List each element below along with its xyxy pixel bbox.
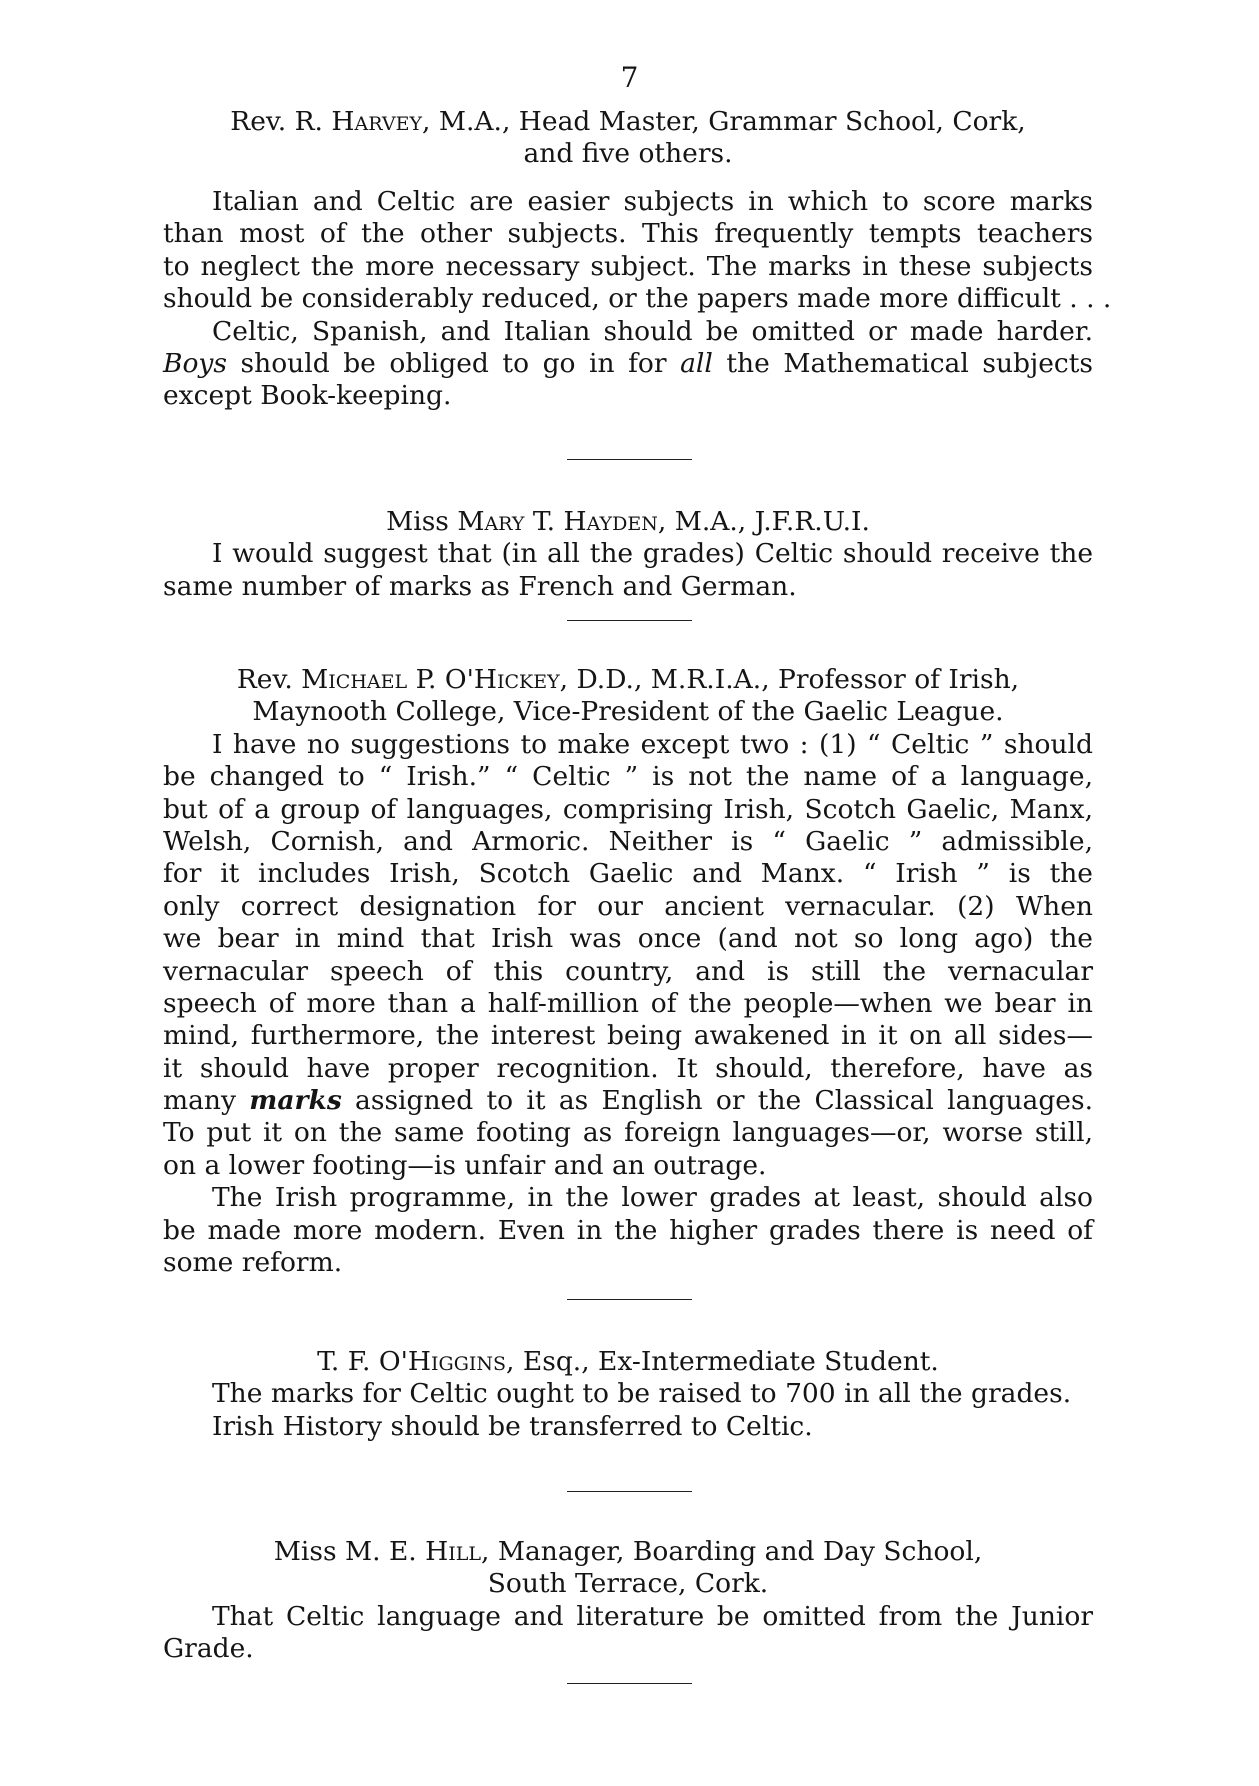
paragraph-line: on a lower footing—is unfair and an outrage. <box>163 1149 767 1181</box>
paragraph-line: Boys should be obliged to go in for all the Mathematical subjects <box>163 347 1093 379</box>
paragraph-line: except Book-keeping. <box>163 380 452 412</box>
paragraph-line: Grade. <box>163 1633 254 1665</box>
section-heading: Rev. Michael P. O'Hickey, D.D., M.R.I.A., Professor of Irish, <box>236 664 1020 695</box>
paragraph-line: vernacular speech of this country, and is still the vernacular <box>163 955 1093 987</box>
section-heading: Miss M. E. Hill, Manager, Boarding and Day School, <box>273 1536 983 1567</box>
paragraph-line: I have no suggestions to make except two : (1) “ Celtic ” should <box>212 728 1093 760</box>
paragraph-line: The marks for Celtic ought to be raised to 700 in all the grades. <box>212 1378 1072 1410</box>
section-heading: Miss Mary T. Hayden, M.A., J.F.R.U.I. <box>386 506 870 537</box>
paragraph-line: only correct designation for our ancient vernacular. (2) When <box>163 890 1093 922</box>
section-ohickey <box>163 664 1093 1279</box>
paragraph-line: some reform. <box>163 1247 343 1279</box>
paragraph-line: than most of the other subjects. This frequently tempts teachers <box>163 218 1093 250</box>
paragraph-line: many marks assigned to it as English or the Classical languages. <box>163 1085 1093 1117</box>
paragraph-line: Italian and Celtic are easier subjects in which to score marks <box>212 186 1093 217</box>
paragraph-line: The Irish programme, in the lower grades at least, should also <box>212 1182 1093 1214</box>
section-divider <box>567 1299 692 1300</box>
paragraph-line: mind, furthermore, the interest being awakened in it on all sides— <box>163 1020 1093 1052</box>
page-number: 7 <box>620 61 639 94</box>
section-heading: T. F. O'Higgins, Esq., Ex-Intermediate Student. <box>317 1346 939 1377</box>
section-heading: South Terrace, Cork. <box>487 1568 769 1600</box>
paragraph-line: speech of more than a half-million of the people—when we bear in <box>163 987 1093 1019</box>
section-heading: and five others. <box>523 138 733 170</box>
paragraph-line: but of a group of languages, comprising Irish, Scotch Gaelic, Manx, <box>163 793 1093 825</box>
section-heading: Rev. R. Harvey, M.A., Head Master, Grammar School, Cork, <box>230 106 1026 137</box>
paragraph-line: it should have proper recognition. It should, therefore, have as <box>163 1052 1093 1084</box>
section-divider <box>567 1683 692 1684</box>
paragraph-line: be changed to “ Irish.” “ Celtic ” is not the name of a language, <box>163 761 1093 793</box>
section-hill <box>163 1536 1093 1666</box>
paragraph-line: I would suggest that (in all the grades) Celtic should receive the <box>212 538 1093 570</box>
paragraph-line: be made more modern. Even in the higher grades there is need of <box>163 1214 1093 1246</box>
paragraph-line: Welsh, Cornish, and Armoric. Neither is “ Gaelic ” admissible, <box>163 825 1093 857</box>
section-ohiggins <box>163 1346 1093 1443</box>
section-heading: Maynooth College, Vice-President of the Gaelic League. <box>252 696 1004 728</box>
paragraph-line: That Celtic language and literature be omitted from the Junior <box>212 1600 1093 1632</box>
section-harvey <box>163 106 1093 171</box>
paragraph-line: same number of marks as French and German. <box>163 570 797 602</box>
paragraph-line: To put it on the same footing as foreign languages—or, worse still, <box>163 1117 1093 1149</box>
section-hayden <box>163 506 1093 603</box>
section-divider <box>567 1491 692 1492</box>
paragraph-line: should be considerably reduced, or the papers made more difficult . . . <box>163 283 1112 315</box>
section-divider <box>567 620 692 621</box>
paragraph-line: to neglect the more necessary subject. The marks in these subjects <box>163 250 1093 282</box>
section-divider <box>567 459 692 460</box>
paragraph-line: Irish History should be transferred to Celtic. <box>212 1410 813 1442</box>
paragraph-line: for it includes Irish, Scotch Gaelic and Manx. “ Irish ” is the <box>163 858 1093 890</box>
section-harvey-body <box>163 186 1112 413</box>
paragraph-line: we bear in mind that Irish was once (and not so long ago) the <box>163 923 1093 955</box>
paragraph-line: Celtic, Spanish, and Italian should be omitted or made harder. <box>212 315 1093 347</box>
